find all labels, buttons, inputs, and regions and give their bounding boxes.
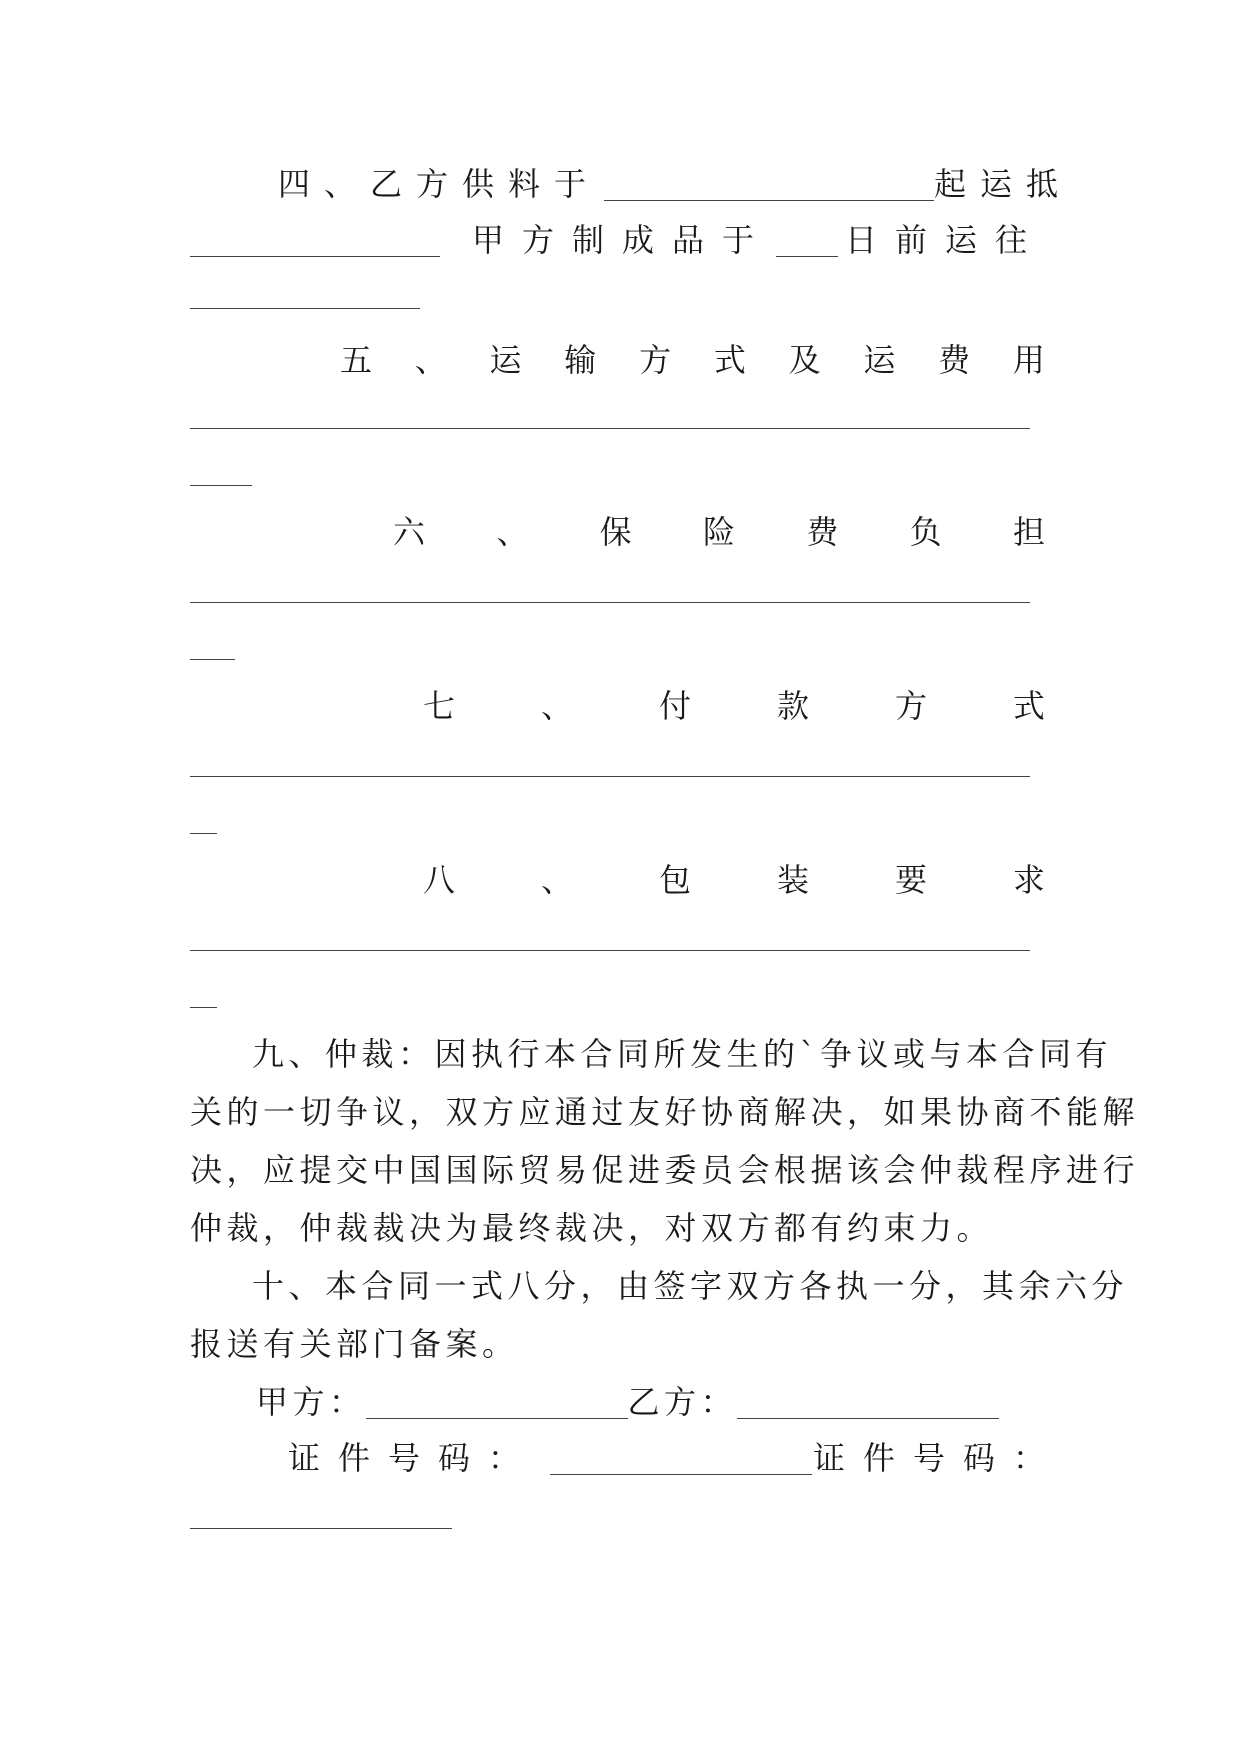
insurance-blank-line-1[interactable] <box>190 602 1030 603</box>
clause-5-char: 运 <box>863 341 896 379</box>
party-b-label: 乙方： <box>627 1383 738 1421</box>
clause-7-char: 方 <box>894 687 927 725</box>
clause-10-line-2: 报送有关部门备案。 <box>190 1325 519 1363</box>
id-label-a: 证件号码： <box>288 1439 539 1477</box>
clause-5-char: 费 <box>938 341 971 379</box>
id-number-a-blank[interactable] <box>550 1442 812 1475</box>
clause-6-char: 险 <box>702 513 735 551</box>
finish-date-blank[interactable] <box>776 224 838 257</box>
clause-7-char: 七 <box>423 687 456 725</box>
clause-6-char: 保 <box>599 513 632 551</box>
clause-9-line-1: 九、仲裁：因执行本合同所发生的`争议或与本合同有 <box>252 1035 1113 1073</box>
payment-blank-line-1[interactable] <box>190 776 1030 777</box>
insurance-blank-line-2[interactable] <box>190 659 235 660</box>
clause-9-line-4: 仲裁，仲裁裁决为最终裁决，对双方都有约束力。 <box>190 1209 994 1247</box>
clause-7-char: 式 <box>1012 687 1045 725</box>
clause-8-char: 、 <box>540 861 573 899</box>
clause-5-char: 运 <box>489 341 522 379</box>
clause-7-heading <box>423 682 1045 730</box>
clause-9-line-2: 关的一切争议，双方应通过友好协商解决，如果协商不能解 <box>190 1093 1140 1131</box>
clause-8-char: 求 <box>1012 861 1045 899</box>
clause-5-char: 、 <box>414 341 447 379</box>
clause-4-line-1 <box>190 160 1073 208</box>
id-number-b-blank[interactable] <box>190 1528 452 1529</box>
clause-5-char: 用 <box>1012 341 1045 379</box>
clause-6-char: 费 <box>806 513 839 551</box>
clause-5-char: 及 <box>788 341 821 379</box>
clause-6-heading <box>393 508 1045 556</box>
clause-5-char: 式 <box>713 341 746 379</box>
ship-to-blank[interactable] <box>190 308 420 309</box>
clause-5-char: 方 <box>639 341 672 379</box>
transport-blank-line-1[interactable] <box>190 428 1030 429</box>
party-signature-line <box>190 1378 1045 1426</box>
packaging-blank-line-2[interactable] <box>190 1007 217 1008</box>
party-b-blank[interactable] <box>737 1386 999 1419</box>
destination-blank[interactable] <box>190 224 440 257</box>
clause-7-char: 款 <box>776 687 809 725</box>
supply-date-blank[interactable] <box>604 168 934 201</box>
clause-4-line-2 <box>190 216 1045 264</box>
party-a-label: 甲方： <box>256 1383 366 1421</box>
clause-6-char: 、 <box>496 513 529 551</box>
clause-5-char: 五 <box>340 341 373 379</box>
transport-blank-line-2[interactable] <box>190 485 252 486</box>
clause-6-char: 担 <box>1012 513 1045 551</box>
clause-6-char: 负 <box>909 513 942 551</box>
clause-7-char: 付 <box>658 687 691 725</box>
clause-8-char: 包 <box>658 861 691 899</box>
clause-4-text-4: 日前运往 <box>844 221 1045 259</box>
id-label-b: 证件号码： <box>812 1439 1063 1477</box>
clause-8-heading <box>423 856 1045 904</box>
clause-6-char: 六 <box>393 513 426 551</box>
clause-8-char: 要 <box>894 861 927 899</box>
clause-4-text-3: 甲方制成品于 <box>472 221 773 259</box>
clause-10-line-1: 十、本合同一式八分，由签字双方各执一分，其余六分 <box>252 1267 1129 1305</box>
clause-4-text-1: 四、乙方供料于 <box>278 165 601 203</box>
clause-8-char: 八 <box>423 861 456 899</box>
payment-blank-line-2[interactable] <box>190 833 217 834</box>
id-number-line <box>190 1434 1063 1482</box>
clause-5-heading <box>340 336 1045 384</box>
clause-5-char: 输 <box>564 341 597 379</box>
clause-4-text-2: 起运抵 <box>934 165 1073 203</box>
clause-8-char: 装 <box>776 861 809 899</box>
party-a-blank[interactable] <box>366 1386 628 1419</box>
clause-7-char: 、 <box>540 687 573 725</box>
clause-9-line-3: 决，应提交中国国际贸易促进委员会根据该会仲裁程序进行 <box>190 1151 1140 1189</box>
packaging-blank-line-1[interactable] <box>190 950 1030 951</box>
